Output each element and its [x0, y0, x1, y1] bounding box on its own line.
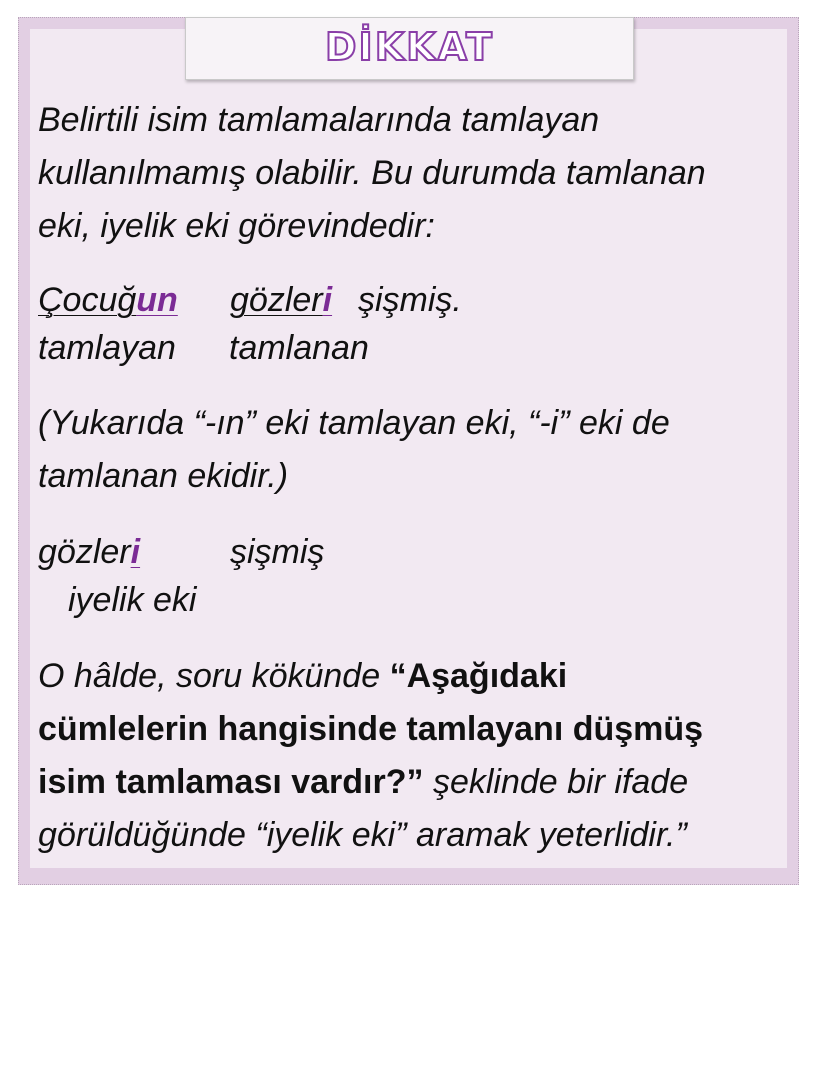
- paragraph-3-line-2: cümlelerin hangisinde tamlayanı düşmüş: [38, 710, 704, 748]
- paragraph-3-line-3: [38, 756, 688, 809]
- example-1-word-3: şişmiş.: [358, 281, 462, 319]
- example-1-label-tamlanan: tamlanan: [229, 329, 369, 367]
- example-1-word-2: [230, 280, 332, 320]
- example-2-word-1-suffix: i: [130, 533, 141, 571]
- example-1-word-2-suffix: i: [322, 281, 333, 319]
- paragraph-1-line-1: Belirtili isim tamlamalarında tamlayan: [38, 101, 600, 139]
- paragraph-3-bold-3: isim tamlaması vardır?”: [38, 763, 424, 801]
- paragraph-3-intro: O hâlde, soru kökünde: [38, 657, 390, 695]
- paragraph-1-line-3: eki, iyelik eki görevindedir:: [38, 207, 435, 245]
- paragraph-3-line-4: görüldüğünde “iyelik eki” aramak yeterlidir.”: [38, 816, 687, 854]
- example-1-word-2-stem: gözler: [230, 281, 323, 319]
- paragraph-3-rest: şeklinde bir ifade: [423, 763, 689, 801]
- paragraph-2-line-1: (Yukarıda “-ın” eki tamlayan eki, “-i” eki de: [38, 404, 670, 442]
- example-2-word-1: [38, 532, 140, 572]
- example-1-word-1-stem: Çocuğ: [38, 281, 137, 319]
- title-text: DİKKAT: [325, 25, 494, 69]
- example-2-word-2: şişmiş: [230, 533, 325, 571]
- example-2-label-iyelik-eki: iyelik eki: [68, 581, 197, 619]
- example-2-word-1-stem: gözler: [38, 533, 131, 571]
- paragraph-3-bold-1: “Aşağıdaki: [389, 657, 568, 695]
- paragraph-1-line-2: kullanılmamış olabilir. Bu durumda tamlanan: [38, 154, 706, 192]
- example-1-label-tamlayan: tamlayan: [38, 329, 176, 367]
- paragraph-2-line-2: tamlanan ekidir.): [38, 457, 289, 495]
- paragraph-3-line-1: [38, 650, 567, 703]
- example-1-word-1: [38, 280, 178, 320]
- example-1-word-1-suffix: un: [136, 281, 178, 319]
- title-tab: [185, 17, 634, 80]
